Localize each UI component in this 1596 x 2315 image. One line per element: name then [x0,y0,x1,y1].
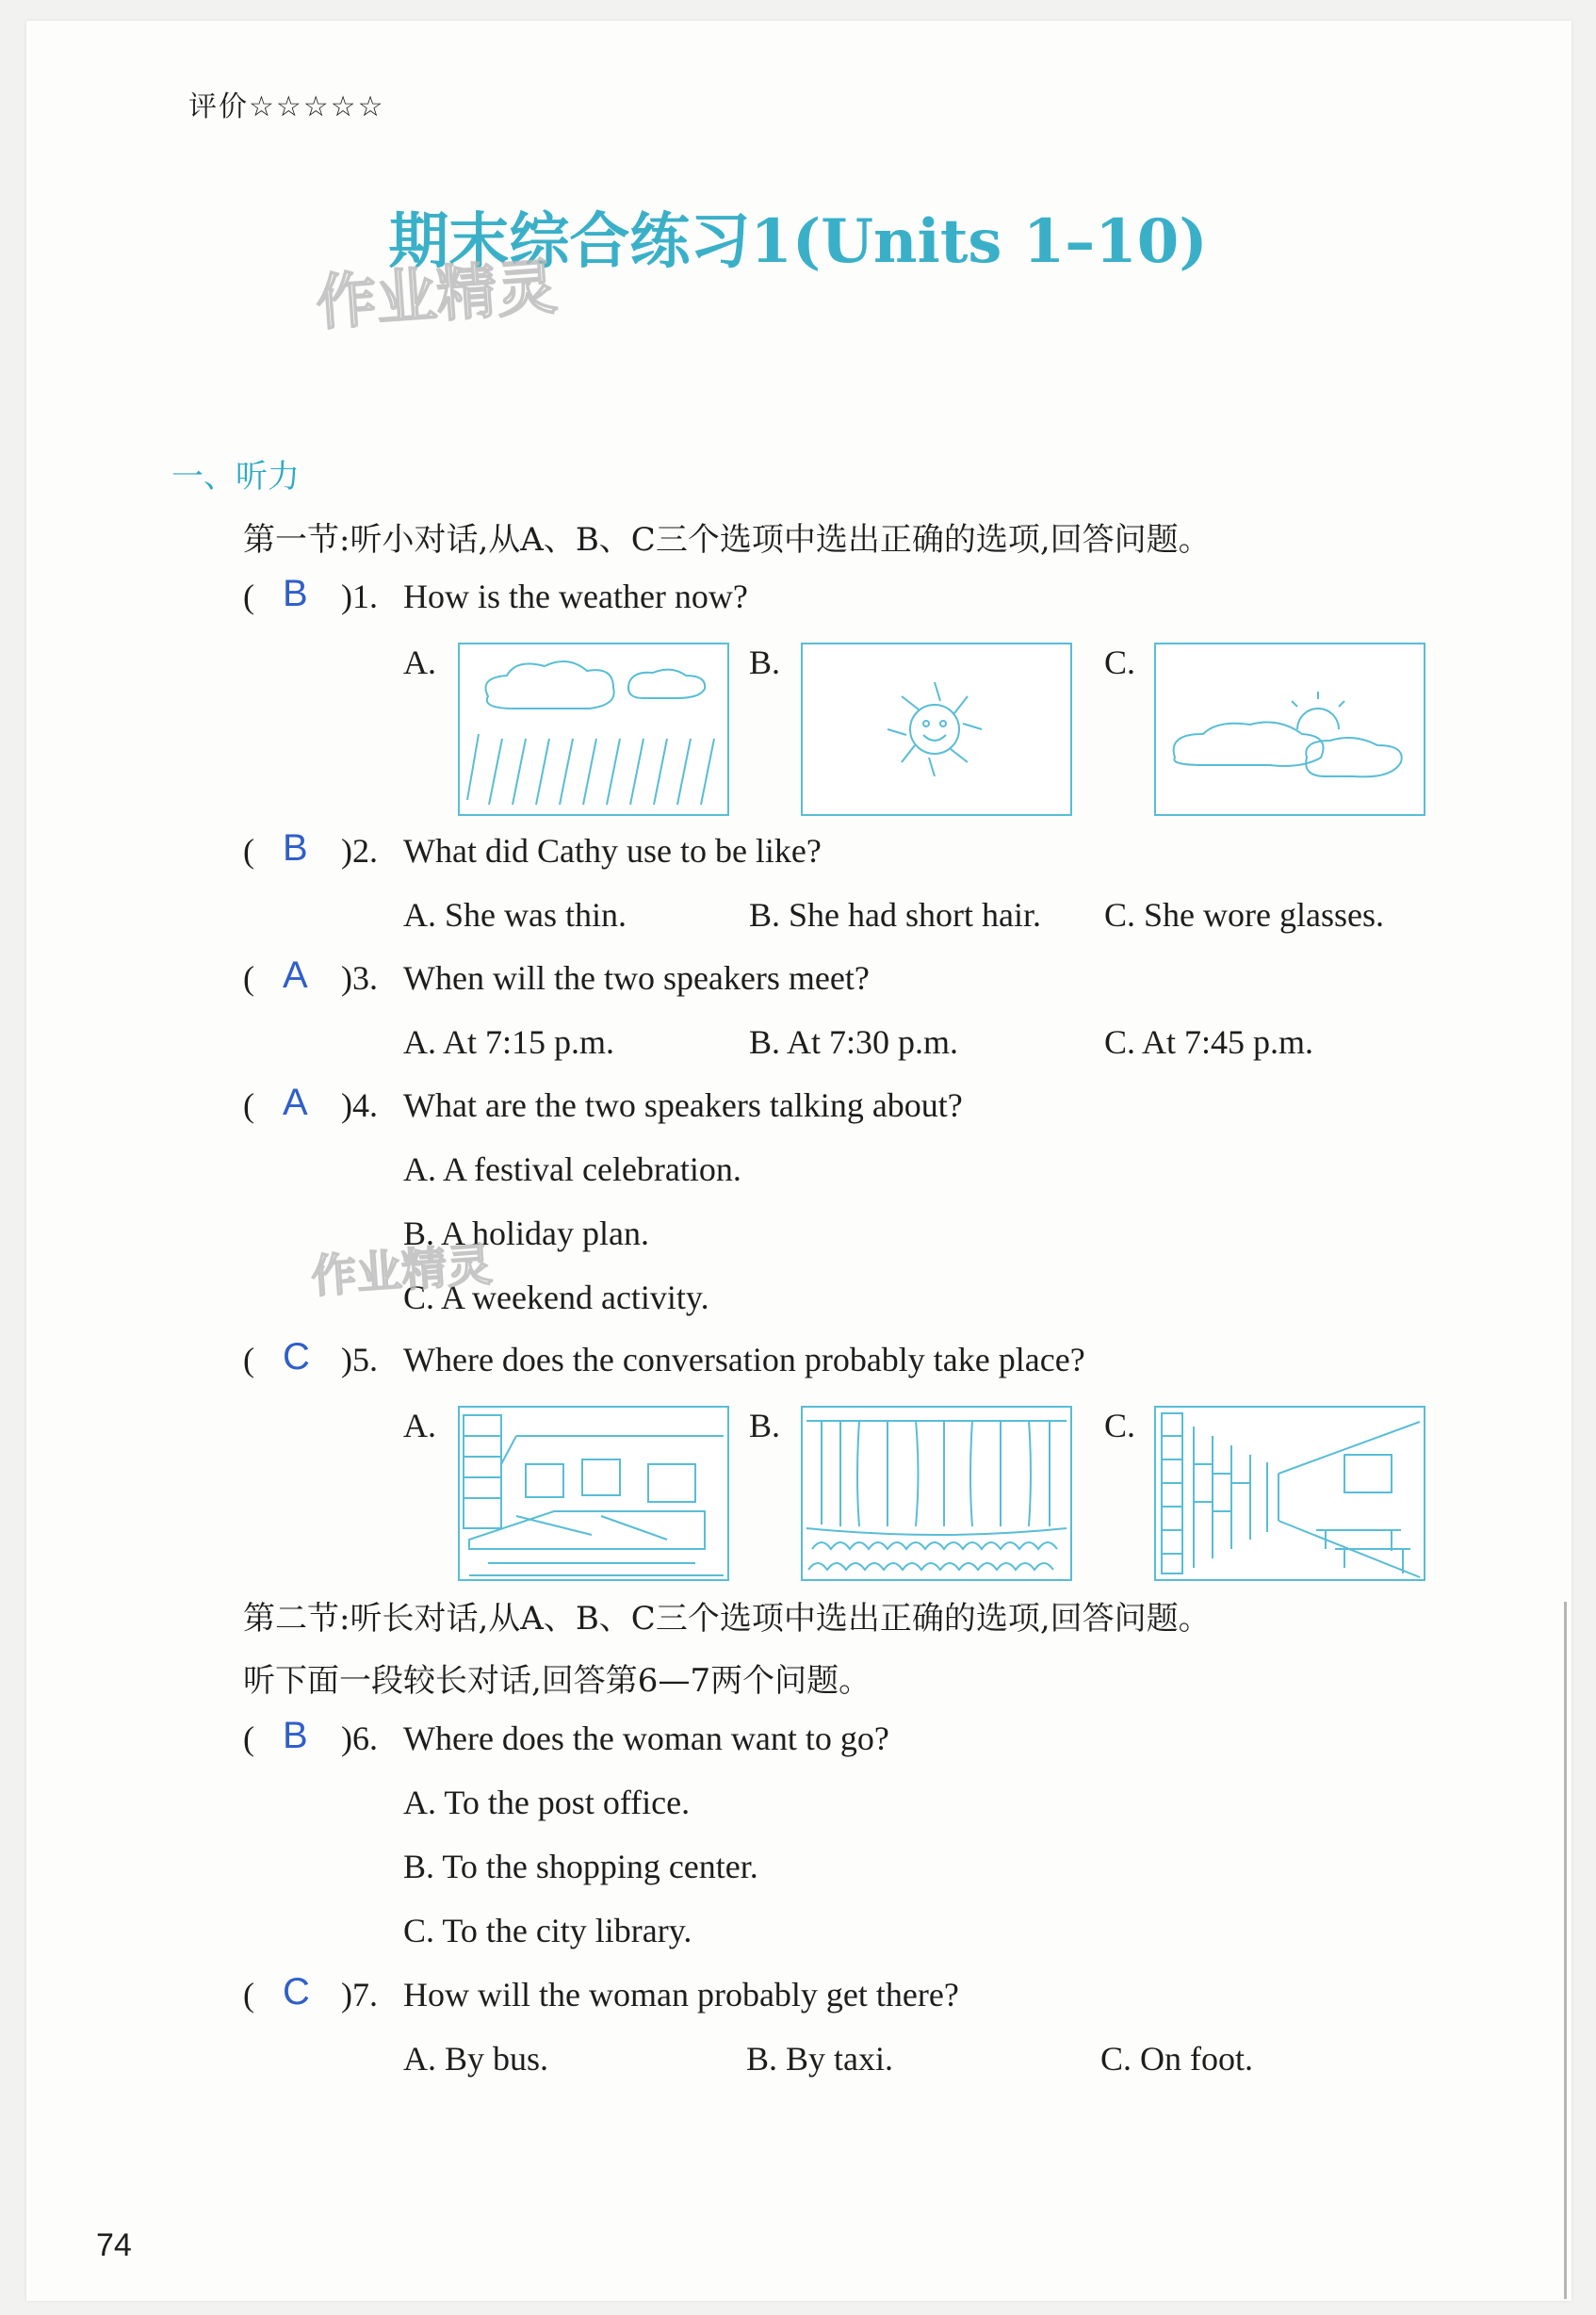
question-number: )6. [341,1720,378,1757]
answer-7[interactable]: C [283,1971,310,2013]
question-4 [0,1082,1596,1133]
question-number: )3. [341,959,378,997]
option-a[interactable]: A. To the post office. [403,1784,691,1821]
section-heading: 一、听力 [171,458,300,496]
option-c[interactable]: C. A weekend activity. [403,1279,709,1316]
paren-open: ( [243,1341,254,1378]
option-a[interactable]: A. By bus. [403,2040,549,2078]
option-b-label: B. [749,644,781,681]
sun-behind-cloud-icon [1154,643,1425,816]
watermark-middle: 作业精灵 [309,1238,495,1304]
cloud-rain-icon [458,643,729,816]
answer-4[interactable]: A [283,1082,308,1123]
question-text: How will the woman probably get there? [403,1976,959,2013]
option-a[interactable]: A. A festival celebration. [403,1150,741,1188]
question-text: What did Cathy use to be like? [403,832,822,870]
page [26,21,1572,2301]
paren-open: ( [243,1720,254,1757]
option-b[interactable]: B. To the shopping center. [403,1848,758,1885]
theater-stage-icon [801,1406,1072,1581]
question-5 [0,1336,1596,1387]
option-b[interactable]: B. She had short hair. [749,896,1041,934]
question-text: How is the weather now? [403,578,748,615]
library-icon [1154,1406,1425,1581]
option-a[interactable]: A. At 7:15 p.m. [403,1023,615,1061]
question-number: )5. [341,1341,378,1378]
question-text: What are the two speakers talking about? [403,1086,963,1124]
paren-open: ( [243,578,254,615]
option-a-label: A. [403,1407,436,1444]
part2-sub-instruction: 听下面一段较长对话,回答第6—7两个问题。 [243,1662,871,1700]
question-number: )4. [341,1086,378,1124]
option-c[interactable]: C. At 7:45 p.m. [1104,1023,1314,1061]
question-text: When will the two speakers meet? [403,959,870,997]
page-edge-shadow [1564,1602,1567,2299]
question-text: Where does the conversation probably take place? [403,1341,1085,1378]
paren-open: ( [243,832,254,870]
sun-icon [801,643,1072,816]
answer-3[interactable]: A [283,954,308,996]
answer-1[interactable]: B [283,573,308,614]
option-b[interactable]: B. By taxi. [746,2040,894,2078]
option-c[interactable]: C. On foot. [1100,2040,1253,2078]
question-6 [0,1715,1596,1766]
rating-label: 评价☆☆☆☆☆ [188,90,385,123]
option-a[interactable]: A. She was thin. [403,896,627,934]
part1-instruction: 第一节:听小对话,从A、B、C三个选项中选出正确的选项,回答问题。 [243,521,1211,559]
paren-open: ( [243,1976,254,2013]
watermark-top: 作业精灵 [314,253,560,339]
page-number: 74 [96,2227,132,2263]
option-c[interactable]: C. To the city library. [403,1912,692,1949]
answer-5[interactable]: C [283,1336,310,1378]
option-b[interactable]: B. A holiday plan. [403,1215,649,1252]
option-a-label: A. [403,644,436,681]
answer-6[interactable]: B [283,1715,308,1756]
answer-2[interactable]: B [283,827,308,869]
question-1 [0,573,1596,624]
part2-instruction: 第二节:听长对话,从A、B、C三个选项中选出正确的选项,回答问题。 [243,1600,1211,1638]
question-3 [0,954,1596,1005]
paren-open: ( [243,959,254,997]
option-c-label: C. [1104,644,1136,681]
shop-interior-icon [458,1406,729,1581]
paren-open: ( [243,1086,254,1124]
option-b[interactable]: B. At 7:30 p.m. [749,1023,959,1061]
option-b-label: B. [749,1407,781,1444]
page-title: 期末综合练习1(Units 1–10) [388,206,1208,277]
option-c-label: C. [1104,1407,1136,1444]
question-2 [0,827,1596,878]
question-text: Where does the woman want to go? [403,1720,889,1757]
question-number: )2. [341,832,378,870]
option-c[interactable]: C. She wore glasses. [1104,896,1384,934]
question-number: )7. [341,1976,378,2013]
question-7 [0,1971,1596,2022]
question-number: )1. [341,578,378,615]
